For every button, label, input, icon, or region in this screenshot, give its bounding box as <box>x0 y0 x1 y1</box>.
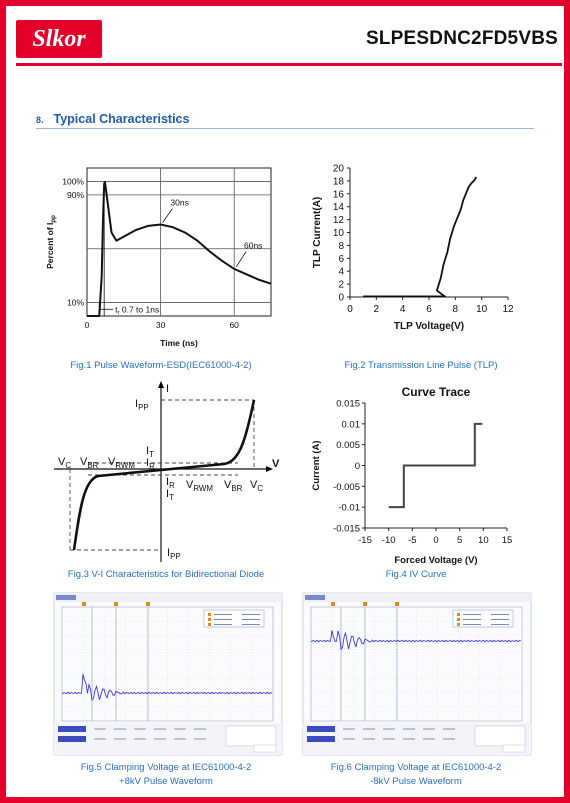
scope-readout-bullet <box>457 613 460 616</box>
fig5-caption-line1: Fig.5 Clamping Voltage at IEC61000-4-2 <box>80 762 252 773</box>
fig5-caption <box>36 761 296 789</box>
fig2-x-tick-label: 0 <box>347 304 353 315</box>
fig4-iv-curve-chart <box>306 380 521 570</box>
fig2-y-tick-label: 0 <box>338 292 344 304</box>
fig6-caption-line1: Fig.6 Clamping Voltage at IEC61000-4-2 <box>330 762 502 773</box>
scope-trigger-box <box>475 726 525 746</box>
scope-marker <box>331 602 335 606</box>
fig3-x-axis-label: V <box>272 458 280 470</box>
section-heading <box>36 112 189 126</box>
fig3-vc-left-label: $V_C$ <box>58 456 72 470</box>
fig2-x-tick-label: 4 <box>399 304 406 315</box>
fig4-x-tick-label: 5 <box>457 535 463 546</box>
fig1-esd-pulse-chart <box>30 156 280 356</box>
fig3-ir-top-label: $I_R$ <box>146 457 155 471</box>
scope-channel-badge <box>307 736 335 742</box>
fig4-caption: Fig.4 IV Curve <box>385 569 447 580</box>
fig2-y-tick-label: 18 <box>332 176 344 188</box>
scope-run-indicator <box>56 595 76 600</box>
fig2-y-tick-label: 10 <box>332 228 344 239</box>
fig3-vbr-right-label: $V_{BR}$ <box>224 479 243 493</box>
scope-marker <box>82 602 86 606</box>
section-divider <box>36 128 534 129</box>
fig1-y-tick-label: 100% <box>62 176 84 187</box>
fig3-vbr-left-label: $V_{BR}$ <box>80 456 99 470</box>
fig2-y-tick-label: 6 <box>338 253 344 265</box>
fig4-y-tick-label: 0.015 <box>336 398 360 410</box>
scope-run-indicator <box>305 595 325 600</box>
scope-top-bar <box>54 593 282 602</box>
fig3-y-arrowhead <box>158 381 164 388</box>
scope-marker <box>395 602 399 606</box>
fig4-y-tick-label: -0.005 <box>333 481 360 493</box>
fig4-y-tick-label: -0.015 <box>333 523 360 535</box>
fig6-caption <box>286 761 546 789</box>
scope-channel-badge <box>58 736 86 742</box>
fig2-tlp-chart <box>302 156 532 356</box>
fig3-it-top-label: $I_T$ <box>146 445 154 459</box>
fig3-vi-characteristics <box>48 378 288 568</box>
fig4-y-axis-label: Current (A) <box>311 440 322 491</box>
fig4-y-tick-label: 0.01 <box>341 419 360 431</box>
fig5-caption-line2: +8kV Pulse Waveform <box>119 776 213 787</box>
slkor-logo: Slkor <box>16 20 102 58</box>
fig3-iv-curve <box>74 400 254 550</box>
fig4-x-axis-label: Forced Voltage (V) <box>394 555 478 566</box>
fig1-annotation-arrow <box>163 209 173 223</box>
fig4-x-tick-label: 10 <box>478 535 489 546</box>
scope-readout-bullet <box>208 618 211 621</box>
scope-readout-bullet <box>457 623 460 626</box>
fig6-caption-line2: -8kV Pulse Waveform <box>370 776 462 787</box>
fig3-vrwm-right-label: $V_{RWM}$ <box>186 479 213 493</box>
fig2-y-tick-label: 16 <box>332 189 344 201</box>
fig1-x-axis-label: Time (ns) <box>160 338 198 348</box>
fig3-y-axis-label: I <box>166 383 170 395</box>
fig2-x-tick-label: 12 <box>502 304 514 315</box>
scope-channel-badge <box>307 726 335 732</box>
fig3-vc-right-label: $V_C$ <box>250 479 264 493</box>
fig4-x-tick-label: -10 <box>381 535 396 546</box>
section-title: Typical Characteristics <box>53 112 190 126</box>
fig2-y-tick-label: 12 <box>332 215 344 227</box>
scope-datetime-box <box>254 745 276 752</box>
fig1-annotation-arrow <box>236 252 246 267</box>
fig1-y-tick-label: 90% <box>66 189 84 200</box>
fig2-x-tick-label: 6 <box>426 304 432 315</box>
section-number: 8. <box>36 115 44 125</box>
scope-channel-badge <box>58 726 86 732</box>
fig2-x-tick-label: 2 <box>373 304 380 315</box>
fig4-title: Curve Trace <box>401 385 471 399</box>
fig1-annotation-tr: $t_r$ 0.7 to 1ns <box>115 304 160 317</box>
fig4-x-tick-label: 0 <box>433 535 439 546</box>
fig3-ipp-top-label: $I_{PP}$ <box>135 398 149 412</box>
fig2-y-tick-label: 14 <box>332 202 344 214</box>
fig1-annotation: 60ns <box>244 240 263 251</box>
fig2-y-tick-label: 8 <box>338 240 344 252</box>
fig1-caption: Fig.1 Pulse Waveform-ESD(IEC61000-4-2) <box>70 360 252 371</box>
fig4-series-line <box>389 424 483 507</box>
fig6-scope-screenshot <box>303 593 531 755</box>
header-divider <box>16 63 562 66</box>
scope-marker <box>146 602 150 606</box>
fig2-x-tick-label: 8 <box>452 304 459 315</box>
scope-readout-bullet <box>457 618 460 621</box>
fig3-ipp-bottom-label: $I_{PP}$ <box>167 547 181 561</box>
fig1-annotation: 30ns <box>170 197 189 208</box>
fig1-x-tick-label: 30 <box>155 320 166 330</box>
fig1-x-tick-label: 0 <box>84 320 90 330</box>
fig2-x-axis-label: TLP Voltage(V) <box>393 321 465 332</box>
scope-top-bar <box>303 593 531 602</box>
fig3-it-bottom-label: $I_T$ <box>166 488 174 502</box>
fig4-x-tick-label: 15 <box>501 535 513 546</box>
fig1-y-tick-label: 10% <box>66 297 84 308</box>
fig4-y-tick-label: 0 <box>354 461 360 472</box>
fig1-x-tick-label: 60 <box>229 320 239 330</box>
scope-marker <box>114 602 118 606</box>
fig2-caption: Fig.2 Transmission Line Pulse (TLP) <box>344 360 498 371</box>
fig2-y-tick-label: 4 <box>338 266 344 278</box>
fig2-y-tick-label: 2 <box>338 279 344 291</box>
fig4-y-tick-label: 0.005 <box>336 440 360 452</box>
fig4-x-tick-label: -15 <box>358 535 372 546</box>
fig2-y-axis-label: TLP Current(A) <box>312 196 323 269</box>
scope-marker <box>363 602 367 606</box>
fig2-series-line <box>363 177 476 296</box>
fig3-ir-bottom-label: $I_R$ <box>166 476 175 490</box>
scope-readout-bullet <box>208 623 211 626</box>
fig2-y-tick-label: 20 <box>332 163 344 175</box>
part-number: SLPESDNC2FD5VBS <box>366 28 558 49</box>
fig3-caption: Fig.3 V-I Characteristics for Bidirectional Diode <box>67 569 265 580</box>
fig4-x-tick-label: -5 <box>408 535 417 546</box>
fig4-y-tick-label: -0.01 <box>338 502 360 514</box>
fig2-x-tick-label: 10 <box>476 304 488 315</box>
fig3-vrwm-left-label: $V_{RWM}$ <box>108 456 135 470</box>
scope-datetime-box <box>503 745 525 752</box>
datasheet-page <box>6 6 564 797</box>
fig5-scope-screenshot <box>54 593 282 755</box>
scope-trigger-box <box>226 726 276 746</box>
scope-readout-bullet <box>208 613 211 616</box>
fig1-y-axis-label: Percent of $I_{pp}$ <box>45 215 58 269</box>
